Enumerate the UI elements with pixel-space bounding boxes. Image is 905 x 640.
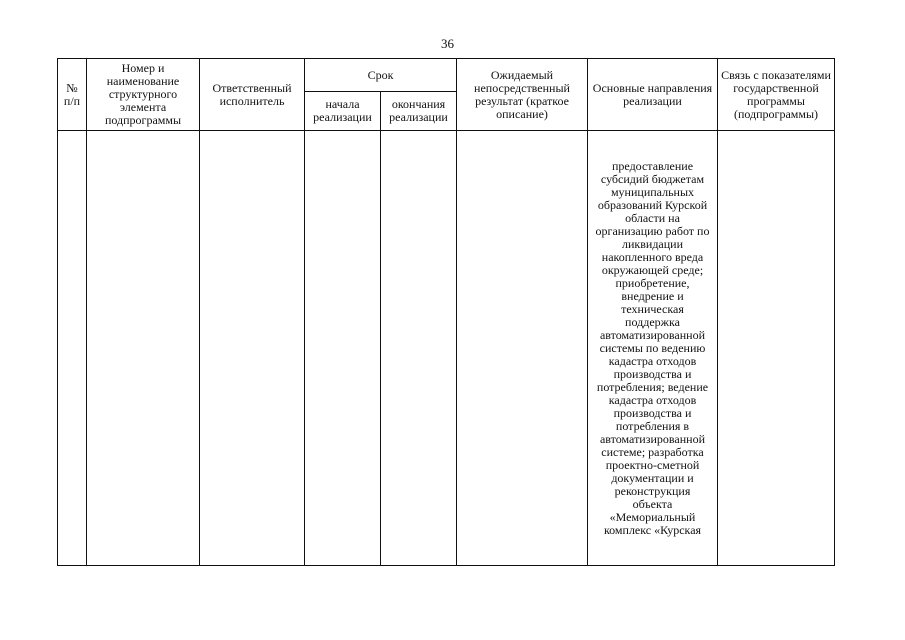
directions-line: объекта: [632, 496, 673, 511]
cell-element: [87, 131, 200, 566]
cell-term-start: [305, 131, 381, 566]
directions-line: потребления в: [615, 418, 690, 433]
directions-line: накопленного вреда: [601, 249, 704, 264]
directions-line: документации и: [611, 470, 694, 485]
header-directions: Основные направления реализации: [588, 59, 718, 131]
header-executor: Ответственный исполнитель: [200, 59, 305, 131]
cell-link: [718, 131, 835, 566]
directions-line: окружающей среде;: [601, 262, 704, 277]
directions-line: техническая: [621, 301, 684, 316]
directions-line: системе; разработка: [601, 444, 704, 459]
header-term: Срок: [305, 59, 457, 92]
directions-line: «Мемориальный: [609, 509, 696, 524]
cell-result: [457, 131, 588, 566]
directions-line: образований Курской: [597, 197, 708, 212]
cell-executor: [200, 131, 305, 566]
cell-num: [58, 131, 87, 566]
cell-term-end: [381, 131, 457, 566]
directions-line: внедрение и: [621, 288, 684, 303]
table-row: [58, 131, 835, 566]
program-table: [57, 58, 835, 566]
directions-line: автоматизированной: [599, 327, 705, 342]
directions-line: автоматизированной: [599, 431, 705, 446]
directions-line: комплекс «Курская: [603, 522, 702, 537]
directions-line: кадастра отходов: [608, 353, 697, 368]
directions-line: предоставление: [611, 158, 694, 173]
directions-line: субсидий бюджетам: [600, 171, 705, 186]
cell-directions: [588, 131, 718, 566]
directions-line: организацию работ по: [595, 223, 710, 238]
directions-line: производства и: [613, 405, 692, 420]
page-number: 36: [441, 36, 454, 51]
directions-line: муниципальных: [610, 184, 695, 199]
header-element: Номер и наименование структурного элемента подпрограммы: [87, 59, 200, 131]
directions-line: области на: [625, 210, 680, 225]
header-result: Ожидаемый непосредственный результат (краткое описание): [457, 59, 588, 131]
directions-line: приобретение,: [615, 275, 690, 290]
directions-line: проектно-сметной: [605, 457, 700, 472]
directions-line: системы по ведению: [599, 340, 706, 355]
directions-line: ликвидации: [621, 236, 684, 251]
directions-line: кадастра отходов: [608, 392, 697, 407]
header-term-end: окончания реализации: [381, 92, 457, 131]
directions-line: потребления; ведение: [596, 379, 709, 394]
header-link: Связь с показателями государственной программы (подпрограммы): [718, 59, 835, 131]
header-term-start: начала реализации: [305, 92, 381, 131]
directions-line: поддержка: [625, 314, 680, 329]
header-num: № п/п: [58, 59, 87, 131]
directions-line: производства и: [613, 366, 692, 381]
directions-line: реконструкция: [614, 483, 691, 498]
